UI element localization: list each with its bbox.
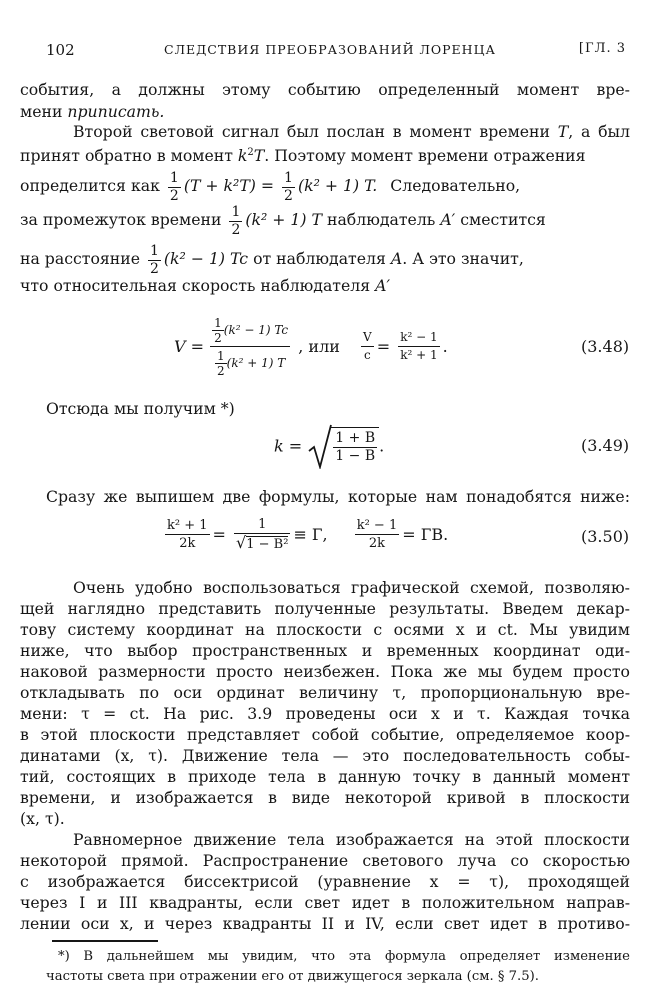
math-var: A′ (375, 276, 391, 295)
para2-line1 (73, 122, 630, 142)
para3-line: динатами (x, τ). Движение тела — это последовательность собы- (20, 746, 630, 765)
footnote-rule (52, 940, 158, 942)
formula: (k² + 1) T. (297, 176, 378, 195)
numerator: 1 (149, 242, 159, 259)
para3-line: Очень удобно воспользоваться графической схемой, позволяю- (73, 578, 630, 597)
eq-lhs: k = (274, 436, 303, 456)
denominator: 2 (284, 187, 293, 204)
text: сместится (460, 210, 546, 229)
formula: (T + k²T) = (183, 176, 275, 195)
text: принят обратно в момент (20, 146, 238, 166)
formula: (k² + 1) T (245, 210, 322, 229)
denominator: 2 (149, 260, 159, 277)
numerator: 1 (231, 203, 241, 220)
expr: (k² + 1) T (226, 356, 286, 370)
text-otsyuda: Отсюда мы получим *) (46, 399, 235, 418)
denominator: 2 (214, 331, 222, 345)
para4-line: Равномерное движение тела изображается на этой плоскости (73, 830, 630, 849)
numerator: 1 + B (335, 430, 376, 446)
text-srazu: Сразу же выпишем две формулы, которые нам понадобятся ниже: (46, 487, 630, 506)
para4-line: через I и III квадранты, если свет идет в положительном направ- (20, 893, 630, 912)
text: что относительная скорость наблюдателя (20, 276, 371, 295)
fraction-k-plus (165, 517, 210, 552)
chapter-label: [ГЛ. 3 (578, 41, 626, 56)
fraction-half (168, 170, 181, 205)
eq-rest: = ГB. (402, 525, 449, 544)
equation-number-3-50: (3.50) (581, 527, 630, 546)
eq-dot: . (379, 436, 385, 456)
fraction-half (215, 349, 227, 378)
denominator: 2k (368, 536, 386, 551)
para3-line: щей наглядно представить полученные результаты. Введем декар- (20, 599, 630, 618)
radical-sign-small: √ (236, 533, 247, 552)
fraction-v-c (361, 329, 374, 364)
equation-number-3-48: (3.48) (581, 337, 630, 356)
footnote-line1: *) В дальнейшем мы увидим, что эта формула определяет изменение (58, 949, 630, 964)
denominator: 2 (231, 221, 241, 238)
para2-line5 (20, 241, 630, 278)
eq-sep: , или (298, 337, 340, 356)
para2-line4 (20, 202, 630, 239)
numerator: 1 (217, 349, 225, 363)
denominator: c (363, 348, 371, 362)
sqrt-expression (307, 423, 379, 469)
text: определится как (20, 176, 160, 195)
big-numerator (210, 314, 290, 347)
para3-line: времени, и изображается в виде некоторой кривой в плоскости (20, 788, 630, 807)
italic-text: приписать. (67, 102, 165, 121)
denominator (234, 534, 290, 553)
eq-sign: = (212, 525, 226, 544)
math-var: T (557, 122, 569, 141)
numerator: k² − 1 (356, 518, 398, 533)
running-title: СЛЕДСТВИЯ ПРЕОБРАЗОВАНИЙ ЛОРЕНЦА (164, 42, 496, 57)
radicand (331, 427, 379, 465)
fraction-gamma (234, 516, 290, 553)
page-number: 102 (46, 41, 75, 59)
para2-line2 (20, 143, 630, 166)
numerator: 1 (214, 316, 222, 330)
radical-sign (307, 423, 333, 469)
eq-dot: . (442, 337, 448, 356)
math-var: A (390, 249, 403, 268)
superscript: 2 (247, 147, 254, 158)
equation-3-50 (162, 516, 448, 553)
equation-number-3-49: (3.49) (581, 436, 630, 455)
equation-3-49 (274, 423, 384, 469)
text: от наблюдателя (253, 249, 386, 268)
numerator: 1 (284, 169, 293, 186)
running-header (46, 41, 626, 61)
big-denominator (210, 347, 290, 379)
para1-line1: события, а должны этому событию определенный момент вре- (20, 80, 630, 99)
para3-line: мени: τ = ct. На рис. 3.9 проведены оси x и τ. Каждая точка (20, 704, 630, 723)
para2-line6 (20, 276, 630, 296)
para1-line2 (20, 102, 630, 122)
para3-line: наковой размерности просто неизбежен. Пока же мы будем просто (20, 662, 630, 681)
para3-line: откладывать по оси ординат величину τ, пропорциональную вре- (20, 683, 630, 702)
denominator: 1 − B (335, 448, 376, 464)
fraction-k (398, 329, 439, 364)
math-var: A′ (440, 210, 456, 229)
text: . Поэтому момент времени отражения (264, 146, 586, 166)
para2-line3 (20, 168, 630, 205)
radicand: 1 − B² (246, 537, 289, 552)
para4-line: c изображается биссектрисой (уравнение x = τ), проходящей (20, 872, 630, 891)
text: Второй световой сигнал был послан в момент времени (73, 122, 558, 141)
para4-line: некоторой прямой. Распространение светового луча со скоростью (20, 851, 630, 870)
denominator: k² + 1 (400, 348, 438, 362)
para3-line: тову систему координат на плоскости с осями x и ct. Мы увидим (20, 620, 630, 639)
text: Следовательно, (390, 176, 521, 195)
text: мени (20, 102, 68, 121)
fraction-half (229, 204, 242, 239)
text: за промежуток времени (20, 210, 222, 229)
denominator: 2 (169, 187, 179, 204)
numerator: k² + 1 (167, 518, 208, 533)
equation-3-48 (174, 314, 448, 379)
math-var: k (237, 146, 248, 166)
formula: (k² − 1) Tc (163, 249, 249, 268)
para3-line: ниже, что выбор пространственных и временных координат оди- (20, 641, 630, 660)
footnote-line2: частоты света при отражении его от движущегося зеркала (см. § 7.5). (46, 969, 539, 984)
fraction-k-minus (355, 517, 400, 552)
numerator: k² − 1 (398, 329, 439, 347)
fraction-half (212, 316, 224, 345)
text: . А это значит, (402, 249, 524, 268)
text: на расстояние (20, 249, 140, 268)
para4-line: лении оси x, и через квадранты II и IV, если свет идет в противо- (20, 914, 630, 933)
fraction-half (282, 170, 295, 205)
numerator: 1 (169, 169, 179, 186)
denominator: 2 (217, 364, 225, 378)
text: наблюдатель (326, 210, 436, 229)
big-fraction (210, 314, 290, 379)
para3-line: в этой плоскости представляет собой событие, определяемое коор- (20, 725, 630, 744)
para3-line: (x, τ). (20, 809, 65, 828)
math-var: T (253, 146, 265, 166)
expr: (k² − 1) Tc (223, 323, 289, 337)
para3-line: тий, состоящих в приходе тела в данную точку в данный момент (20, 767, 630, 786)
denominator: 2k (179, 536, 196, 551)
eq-lhs: V = (174, 337, 205, 356)
numerator: V (361, 329, 374, 347)
fraction-b (333, 430, 377, 465)
numerator: 1 (234, 516, 290, 534)
text: , а был (568, 122, 630, 141)
eq-rest: ≡ Г, (293, 525, 328, 544)
fraction-half (148, 243, 161, 278)
eq-sign: = (376, 337, 391, 356)
